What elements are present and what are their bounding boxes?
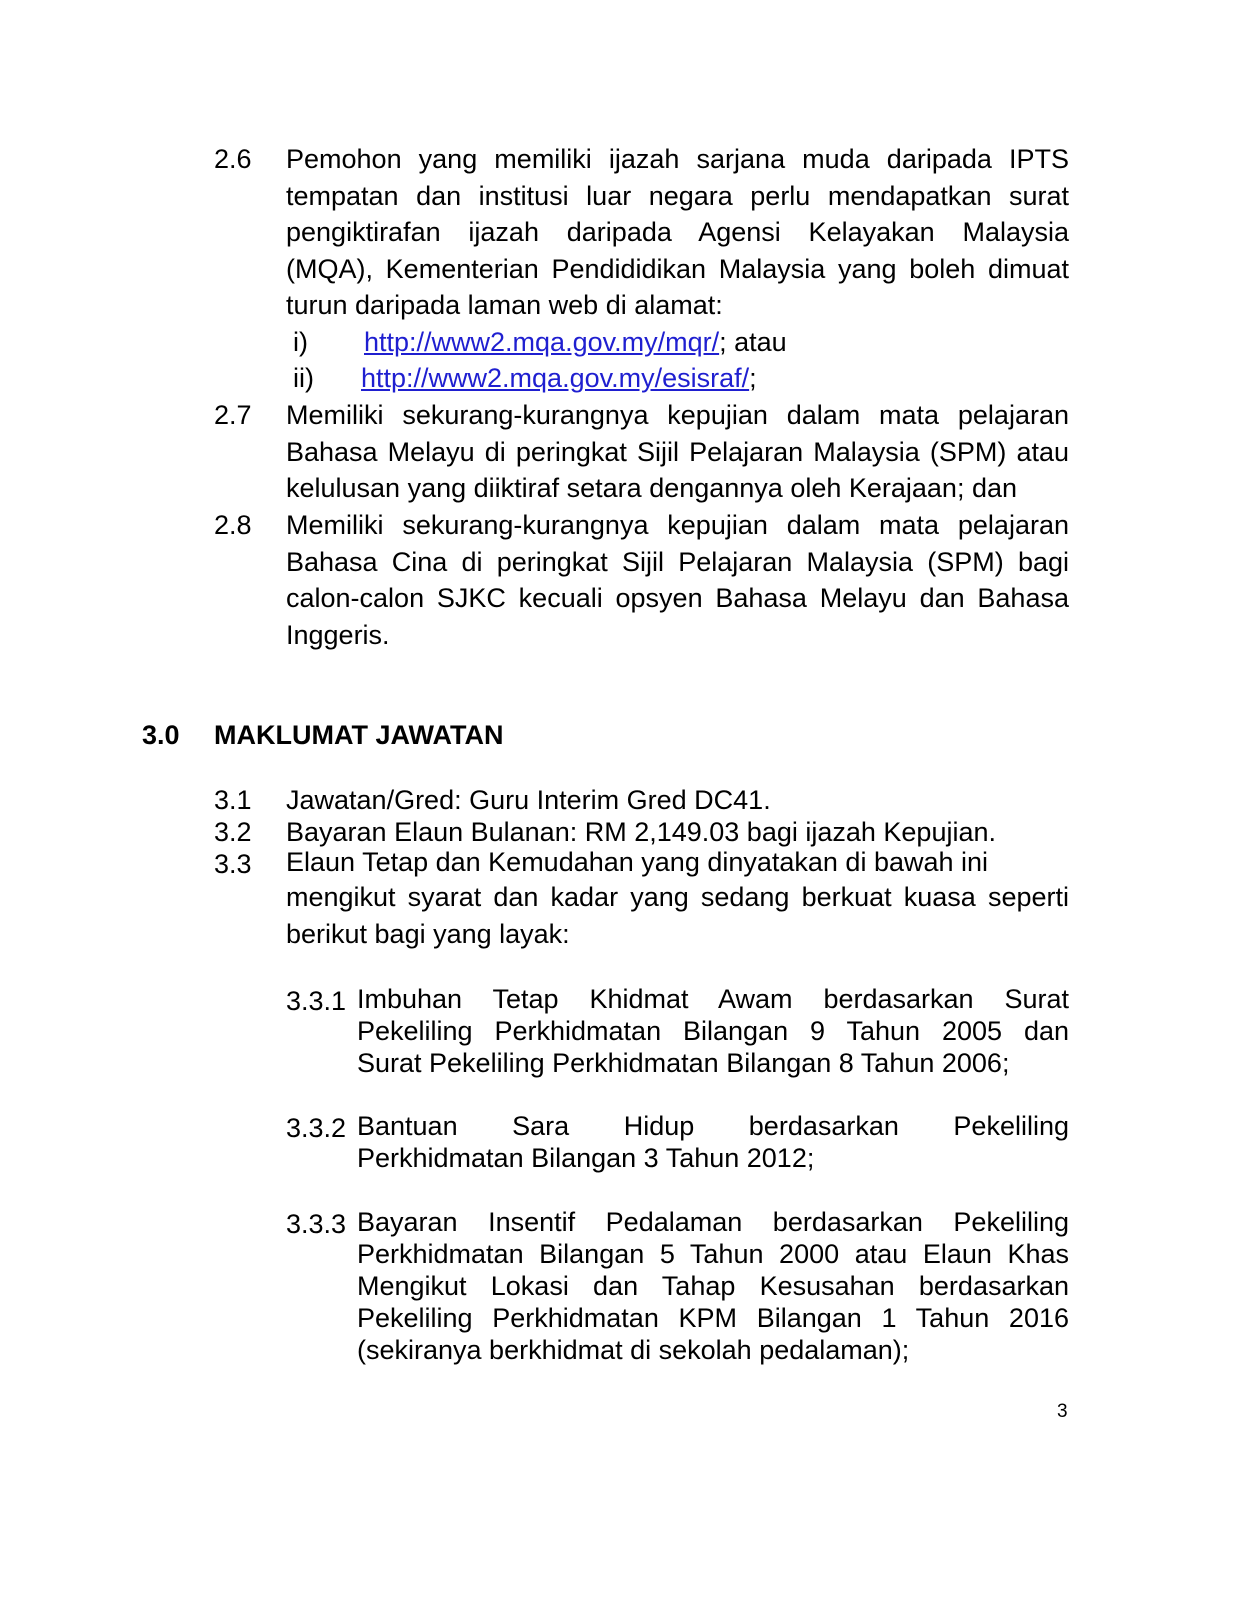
item-3-3-2-text: [357, 1110, 1069, 1174]
text-line: Bayaran Insentif Pedalaman berdasarkan Pekeliling: [357, 1207, 1069, 1237]
link-suffix: ;: [749, 363, 757, 393]
text-line: (sekiranya berkhidmat di sekolah pedalaman);: [357, 1335, 910, 1365]
item-number-2-6: 2.6: [214, 144, 252, 174]
text-line: tempatan dan institusi luar negara perlu mendapatkan surat: [286, 180, 1069, 211]
text-line: Perkhidmatan Bilangan 3 Tahun 2012;: [357, 1143, 815, 1173]
text-line: Bahasa Cina di peringkat Sijil Pelajaran Malaysia (SPM) bagi: [286, 546, 1069, 577]
text-line: calon-calon SJKC kecuali opsyen Bahasa Melayu dan Bahasa: [286, 583, 1069, 613]
text-line: mengikut syarat dan kadar yang sedang berkuat kuasa seperti: [286, 882, 1069, 912]
text-line: Bahasa Melayu di peringkat Sijil Pelajaran Malaysia (SPM) atau: [286, 436, 1069, 467]
text-line: Memiliki sekurang-kurangnya kepujian dalam mata pelajaran: [286, 400, 1069, 430]
text-line: Inggeris.: [286, 619, 390, 650]
item-number-2-7: 2.7: [214, 400, 252, 430]
text-line: Surat Pekeliling Perkhidmatan Bilangan 8 Tahun 2006;: [357, 1048, 1010, 1078]
text-line: (MQA), Kementerian Pendididikan Malaysia yang boleh dimuat: [286, 253, 1069, 284]
item-2-8-text: [286, 507, 1069, 653]
text-line: Pekeliling Perkhidmatan KPM Bilangan 1 Tahun 2016: [357, 1303, 1069, 1333]
text-line: Elaun Tetap dan Kemudahan yang dinyatakan di bawah ini: [286, 847, 989, 877]
item-number-3-3-3: 3.3.3: [286, 1209, 347, 1239]
text-line: Mengikut Lokasi dan Tahap Kesusahan berdasarkan: [357, 1271, 1069, 1301]
item-3-3-3-text: [357, 1206, 1069, 1366]
text-line: Perkhidmatan Bilangan 5 Tahun 2000 atau Elaun Khas: [357, 1239, 1069, 1269]
item-2-6-text: [286, 141, 1069, 324]
item-3-3-1-text: [357, 983, 1069, 1079]
list-marker-ii: ii): [293, 363, 314, 393]
mqr-link[interactable]: http://www2.mqa.gov.my/mqr/: [364, 327, 720, 357]
link-suffix: ; atau: [719, 327, 787, 357]
text-line: Imbuhan Tetap Khidmat Awam berdasarkan Surat: [357, 984, 1069, 1014]
item-3-3-text: [286, 846, 1069, 953]
list-marker-i: i): [293, 327, 308, 357]
text-line: berikut bagi yang layak:: [286, 919, 570, 949]
text-line: Bantuan Sara Hidup berdasarkan Pekeliling: [357, 1111, 1069, 1141]
page-number: 3: [1057, 1401, 1068, 1422]
item-number-3-3-1: 3.3.1: [286, 986, 347, 1016]
item-number-3-3: 3.3: [214, 849, 252, 879]
section-3-number: 3.0: [142, 720, 180, 750]
item-number-3-3-2: 3.3.2: [286, 1113, 347, 1143]
text-line: kelulusan yang diiktiraf setara dengannya oleh Kerajaan; dan: [286, 473, 1018, 503]
esisraf-link[interactable]: http://www2.mqa.gov.my/esisraf/: [361, 363, 750, 393]
mqr-link-row: [364, 324, 787, 361]
text-line: pengiktirafan ijazah daripada Agensi Kelayakan Malaysia: [286, 217, 1069, 247]
item-3-1-text: Jawatan/Gred: Guru Interim Gred DC41.: [286, 785, 771, 815]
item-2-7-text: [286, 397, 1069, 507]
esisraf-link-row: [361, 360, 757, 397]
text-line: Pemohon yang memiliki ijazah sarjana muda daripada IPTS: [286, 144, 1069, 174]
text-line: Pekeliling Perkhidmatan Bilangan 9 Tahun 2005 dan: [357, 1016, 1069, 1046]
text-line: turun daripada laman web di alamat:: [286, 290, 723, 320]
item-number-2-8: 2.8: [214, 510, 252, 540]
item-3-2-text: Bayaran Elaun Bulanan: RM 2,149.03 bagi ijazah Kepujian.: [286, 817, 996, 847]
item-number-3-1: 3.1: [214, 785, 252, 815]
item-number-3-2: 3.2: [214, 817, 252, 847]
text-line: Memiliki sekurang-kurangnya kepujian dalam mata pelajaran: [286, 510, 1069, 540]
section-3-title: MAKLUMAT JAWATAN: [214, 720, 504, 750]
